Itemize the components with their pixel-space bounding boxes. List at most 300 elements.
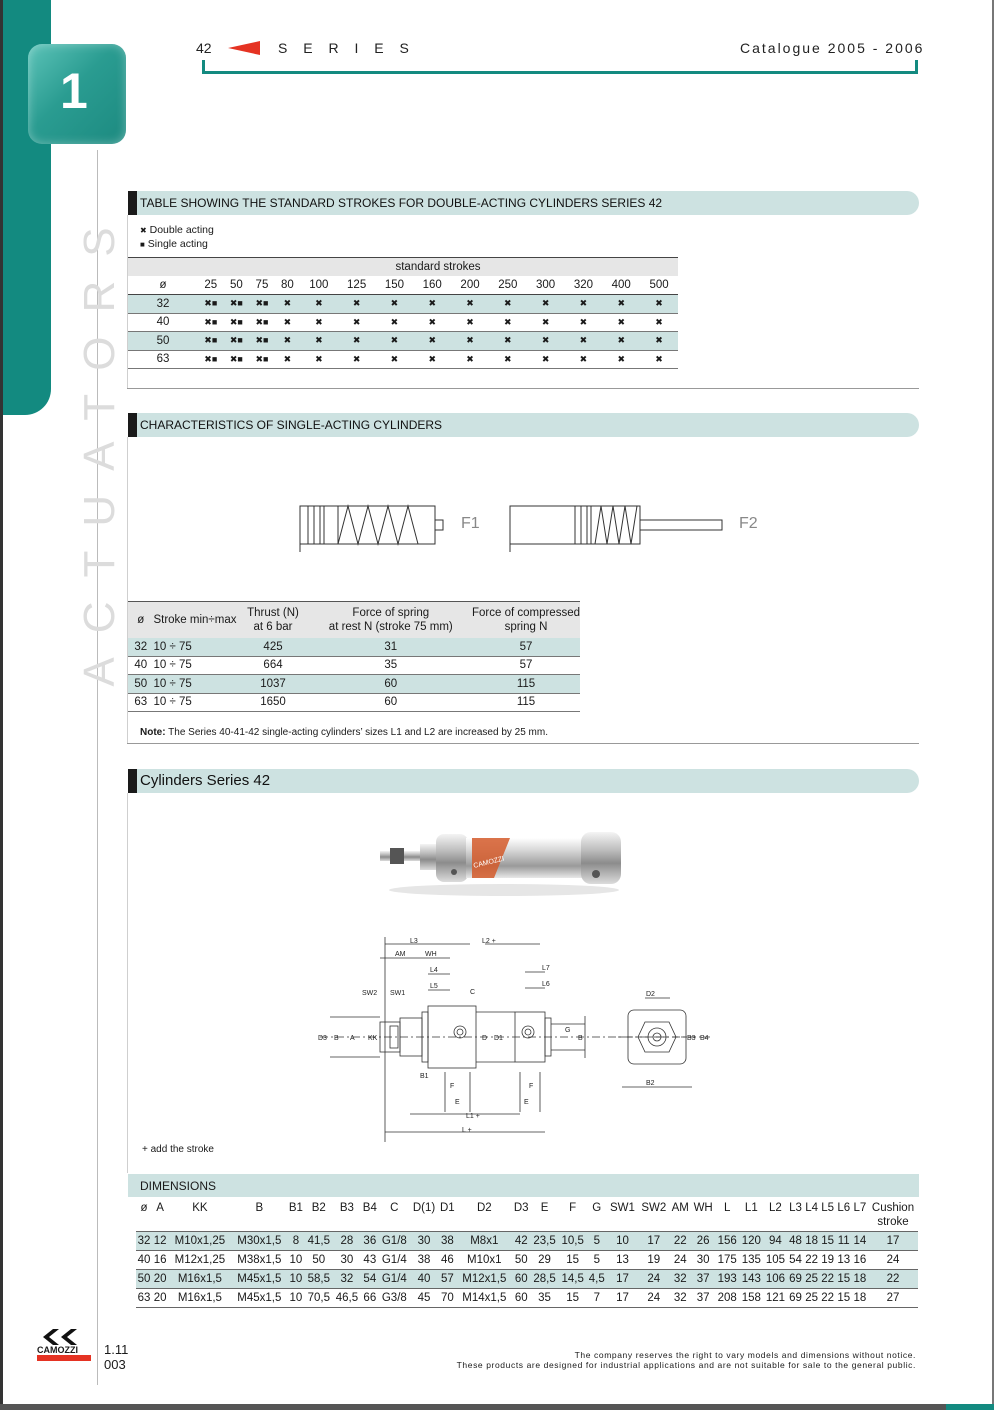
dimension-cell: 18 bbox=[804, 1231, 820, 1250]
stroke-availability-cell: ✖ bbox=[602, 350, 640, 369]
dimension-cell: 24 bbox=[638, 1288, 669, 1307]
svg-text:KK: KK bbox=[368, 1035, 378, 1042]
dimension-header: D3 bbox=[513, 1202, 529, 1214]
dimension-cell: 135 bbox=[739, 1250, 763, 1269]
dimension-header: ø bbox=[140, 1202, 148, 1214]
dimension-cell: G1/8 bbox=[379, 1231, 410, 1250]
legend-double: ✖ Double acting bbox=[140, 224, 214, 236]
stroke-availability-cell: ✖ bbox=[300, 350, 338, 369]
dimension-cell: 7 bbox=[587, 1288, 607, 1307]
dimension-cell: G3/8 bbox=[379, 1288, 410, 1307]
dimension-cell: 5 bbox=[587, 1231, 607, 1250]
stroke-header: 125 bbox=[338, 276, 376, 295]
stroke-row bbox=[128, 350, 678, 369]
dimension-cell: 57 bbox=[438, 1269, 456, 1288]
stroke-availability-cell: ✖■ bbox=[224, 350, 250, 369]
dimension-cell: M10x1,25 bbox=[168, 1231, 231, 1250]
dimension-cell: 27 bbox=[868, 1288, 918, 1307]
svg-text:L1 +: L1 + bbox=[466, 1113, 480, 1120]
stroke-availability-cell: ✖ bbox=[338, 350, 376, 369]
stroke-header: 500 bbox=[640, 276, 678, 295]
cylinder-technical-drawing bbox=[310, 932, 720, 1142]
dimension-header: G bbox=[592, 1202, 602, 1214]
dimension-cell: 143 bbox=[739, 1269, 763, 1288]
dimension-cell: 16 bbox=[152, 1250, 168, 1269]
svg-text:L4: L4 bbox=[430, 967, 438, 974]
dimension-cell: 12 bbox=[152, 1231, 168, 1250]
svg-text:B: B bbox=[578, 1035, 583, 1042]
stroke-availability-cell: ✖ bbox=[565, 295, 603, 314]
dimension-cell: 19 bbox=[820, 1250, 836, 1269]
stroke-availability-cell: ✖■ bbox=[198, 313, 224, 332]
single-acting-cell-compressed: 115 bbox=[472, 675, 580, 694]
dimension-cell: 10,5 bbox=[559, 1231, 587, 1250]
single-acting-cell-stroke: 10 ÷ 75 bbox=[153, 675, 236, 694]
single-acting-cell-compressed: 115 bbox=[472, 693, 580, 712]
dimension-cell: 17 bbox=[607, 1269, 638, 1288]
stroke-availability-cell: ✖ bbox=[489, 295, 527, 314]
cylinders-section-title: Cylinders Series 42 bbox=[140, 772, 271, 789]
stroke-availability-cell: ✖ bbox=[413, 332, 451, 351]
dimension-header: D1 bbox=[439, 1202, 455, 1214]
stroke-availability-cell: ✖■ bbox=[198, 295, 224, 314]
svg-text:SW1: SW1 bbox=[390, 990, 406, 997]
dimensions-table bbox=[136, 1197, 918, 1308]
stroke-header: 400 bbox=[602, 276, 640, 295]
dimension-cell: 60 bbox=[512, 1288, 530, 1307]
stroke-availability-cell: ✖ bbox=[338, 332, 376, 351]
svg-text:E: E bbox=[524, 1099, 529, 1106]
dimension-cell: 40 bbox=[410, 1269, 438, 1288]
svg-text:A: A bbox=[350, 1035, 355, 1042]
dimension-cell: 10 bbox=[287, 1269, 305, 1288]
dimension-cell: 22 bbox=[804, 1250, 820, 1269]
series-arrow-icon bbox=[228, 41, 260, 55]
dimension-cell: 15 bbox=[559, 1250, 587, 1269]
dimension-cell: 58,5 bbox=[305, 1269, 333, 1288]
dimension-header: Cushion stroke bbox=[871, 1202, 915, 1228]
dimension-cell: 66 bbox=[361, 1288, 379, 1307]
dimension-cell: 60 bbox=[512, 1269, 530, 1288]
single-acting-cell-thrust: 1037 bbox=[236, 675, 309, 694]
stroke-availability-cell: ✖■ bbox=[198, 332, 224, 351]
dimension-cell: 10 bbox=[287, 1250, 305, 1269]
single-acting-cell-d: 63 bbox=[128, 693, 153, 712]
dimension-cell: 120 bbox=[739, 1231, 763, 1250]
dimension-cell: 30 bbox=[333, 1250, 361, 1269]
header-rule bbox=[202, 71, 918, 74]
spring-cylinder-diagrams bbox=[290, 498, 770, 558]
single-acting-cell-stroke: 10 ÷ 75 bbox=[153, 693, 236, 712]
dimension-cell: 35 bbox=[530, 1288, 558, 1307]
dimension-cell: 32 bbox=[136, 1231, 152, 1250]
dimension-header: KK bbox=[192, 1202, 208, 1214]
stroke-availability-cell: ✖ bbox=[527, 295, 565, 314]
dimension-cell: 28,5 bbox=[530, 1269, 558, 1288]
stroke-availability-cell: ✖ bbox=[565, 350, 603, 369]
dimension-cell: 48 bbox=[787, 1231, 803, 1250]
camozzi-logo: CAMOZZI bbox=[37, 1325, 91, 1366]
dimension-cell: M45x1,5 bbox=[232, 1269, 287, 1288]
dimension-cell: 70,5 bbox=[305, 1288, 333, 1307]
dimension-cell: M12x1,25 bbox=[168, 1250, 231, 1269]
single-acting-cell-stroke: 10 ÷ 75 bbox=[153, 638, 236, 657]
dimension-cell: 17 bbox=[638, 1231, 669, 1250]
single-acting-cell-rest: 60 bbox=[310, 693, 472, 712]
stroke-header: 25 bbox=[198, 276, 224, 295]
dimension-cell: 94 bbox=[763, 1231, 787, 1250]
add-stroke-note: + add the stroke bbox=[142, 1144, 214, 1155]
dimension-cell: M12x1,5 bbox=[457, 1269, 512, 1288]
stroke-availability-cell: ✖ bbox=[565, 332, 603, 351]
chapter-number: 1 bbox=[60, 63, 88, 119]
dimension-cell: 105 bbox=[763, 1250, 787, 1269]
svg-text:F: F bbox=[450, 1083, 455, 1090]
dimension-cell: 22 bbox=[669, 1231, 691, 1250]
stroke-availability-cell: ✖ bbox=[527, 332, 565, 351]
dimension-cell: 54 bbox=[361, 1269, 379, 1288]
dimension-cell: 26 bbox=[691, 1231, 715, 1250]
dimension-cell: 25 bbox=[804, 1269, 820, 1288]
dimension-cell: 63 bbox=[136, 1288, 152, 1307]
stroke-availability-cell: ✖ bbox=[376, 313, 414, 332]
dimension-cell: 156 bbox=[715, 1231, 739, 1250]
dimension-cell: 25 bbox=[804, 1288, 820, 1307]
stroke-row bbox=[128, 295, 678, 314]
svg-text:L +: L + bbox=[462, 1127, 472, 1134]
sa-head-thrust: Thrust (N) at 6 bar bbox=[247, 606, 299, 633]
dimension-cell: M16x1,5 bbox=[168, 1288, 231, 1307]
single-acting-cell-d: 32 bbox=[128, 638, 153, 657]
stroke-header: 160 bbox=[413, 276, 451, 295]
single-acting-note: Note: The Series 40-41-42 single-acting cylinders’ sizes L1 and L2 are increased by 25 mm. bbox=[140, 727, 548, 738]
dimension-cell: 28 bbox=[333, 1231, 361, 1250]
dimension-cell: 50 bbox=[512, 1250, 530, 1269]
dimension-row bbox=[136, 1288, 918, 1307]
single-acting-row bbox=[128, 693, 580, 712]
strokes-frame-bottom bbox=[127, 388, 919, 389]
stroke-availability-cell: ✖ bbox=[489, 350, 527, 369]
dimension-cell: 23,5 bbox=[530, 1231, 558, 1250]
svg-text:F: F bbox=[529, 1083, 534, 1090]
dimension-cell: 10 bbox=[607, 1231, 638, 1250]
strokes-section-title: TABLE SHOWING THE STANDARD STROKES FOR DOUBLE-ACTING CYLINDERS SERIES 42 bbox=[140, 196, 663, 210]
dimension-cell: 14 bbox=[852, 1231, 868, 1250]
footer-disclaimer: The company reserves the right to vary models and dimensions without notice. These products are designed for industrial applications and are not suitable for sale to the general public. bbox=[456, 1350, 916, 1370]
dimension-cell: G1/4 bbox=[379, 1250, 410, 1269]
stroke-availability-cell: ✖ bbox=[640, 313, 678, 332]
dimension-cell: 4,5 bbox=[587, 1269, 607, 1288]
dimension-cell: 15 bbox=[559, 1288, 587, 1307]
single-acting-cell-stroke: 10 ÷ 75 bbox=[153, 656, 236, 675]
dimension-cell: 10 bbox=[287, 1288, 305, 1307]
single-acting-cell-rest: 60 bbox=[310, 675, 472, 694]
single-acting-section-title: CHARACTERISTICS OF SINGLE-ACTING CYLINDERS bbox=[140, 418, 443, 432]
header-tick-right bbox=[915, 60, 918, 74]
dimension-cell: 30 bbox=[410, 1231, 438, 1250]
stroke-availability-cell: ✖ bbox=[300, 332, 338, 351]
stroke-header: 300 bbox=[527, 276, 565, 295]
vertical-section-label: ACTUATORS bbox=[75, 203, 124, 687]
dimension-cell: 30 bbox=[691, 1250, 715, 1269]
dimension-header: L5 bbox=[821, 1202, 835, 1214]
dimension-header: C bbox=[390, 1202, 399, 1214]
svg-text:L6: L6 bbox=[542, 981, 550, 988]
dimension-cell: M10x1 bbox=[457, 1250, 512, 1269]
stroke-availability-cell: ✖ bbox=[640, 350, 678, 369]
dimension-header: L6 bbox=[837, 1202, 851, 1214]
stroke-header: 200 bbox=[451, 276, 489, 295]
svg-text:B1: B1 bbox=[420, 1073, 429, 1080]
dimension-cell: 158 bbox=[739, 1288, 763, 1307]
dimension-header: B2 bbox=[311, 1202, 326, 1214]
stroke-availability-cell: ✖ bbox=[413, 295, 451, 314]
header-tick-left bbox=[202, 60, 205, 74]
svg-text:E: E bbox=[455, 1099, 460, 1106]
dimension-cell: 54 bbox=[787, 1250, 803, 1269]
stroke-availability-cell: ✖ bbox=[413, 350, 451, 369]
dimension-header: L2 bbox=[769, 1202, 782, 1214]
stroke-availability-cell: ✖■ bbox=[249, 350, 275, 369]
stroke-header: 75 bbox=[249, 276, 275, 295]
stroke-availability-cell: ✖ bbox=[300, 295, 338, 314]
dimension-header: L3 bbox=[789, 1202, 802, 1214]
dimension-header: B bbox=[255, 1202, 264, 1214]
stroke-row-diameter: 32 bbox=[128, 295, 198, 314]
stroke-availability-cell: ✖ bbox=[451, 313, 489, 332]
dimension-header: L bbox=[724, 1202, 731, 1214]
cylinders-frame-left bbox=[127, 793, 128, 1173]
single-acting-cell-d: 50 bbox=[128, 675, 153, 694]
stroke-availability-cell: ✖ bbox=[489, 332, 527, 351]
dimension-cell: 41,5 bbox=[305, 1231, 333, 1250]
dimension-cell: 38 bbox=[438, 1231, 456, 1250]
svg-text:L5: L5 bbox=[430, 983, 438, 990]
stroke-availability-cell: ✖■ bbox=[224, 313, 250, 332]
bottom-rule bbox=[0, 1404, 994, 1410]
dimension-header: L7 bbox=[853, 1202, 867, 1214]
dimension-header: SW2 bbox=[641, 1202, 667, 1214]
sa-head-stroke: Stroke min÷max bbox=[153, 613, 237, 626]
stroke-availability-cell: ✖■ bbox=[249, 295, 275, 314]
single-acting-cell-d: 40 bbox=[128, 656, 153, 675]
dimension-cell: 22 bbox=[820, 1269, 836, 1288]
stroke-header: 250 bbox=[489, 276, 527, 295]
stroke-availability-cell: ✖ bbox=[275, 332, 300, 351]
dimensions-title: DIMENSIONS bbox=[140, 1179, 217, 1193]
strokes-group-header: standard strokes bbox=[198, 258, 678, 277]
stroke-availability-cell: ✖ bbox=[602, 295, 640, 314]
svg-text:D: D bbox=[482, 1035, 488, 1042]
dimension-cell: 22 bbox=[820, 1288, 836, 1307]
svg-text:G: G bbox=[565, 1027, 571, 1034]
dimension-row bbox=[136, 1250, 918, 1269]
dimension-cell: 36 bbox=[361, 1231, 379, 1250]
dimension-cell: 46 bbox=[438, 1250, 456, 1269]
stroke-availability-cell: ✖ bbox=[527, 350, 565, 369]
series-number: 42 bbox=[196, 40, 212, 56]
single-acting-table bbox=[128, 601, 580, 712]
stroke-availability-cell: ✖■ bbox=[224, 295, 250, 314]
stroke-availability-cell: ✖ bbox=[338, 295, 376, 314]
dimension-cell: 40 bbox=[136, 1250, 152, 1269]
svg-text:C: C bbox=[470, 989, 476, 996]
stroke-availability-cell: ✖■ bbox=[224, 332, 250, 351]
svg-text:L7: L7 bbox=[542, 965, 550, 972]
dimension-cell: 15 bbox=[836, 1269, 852, 1288]
stroke-availability-cell: ✖ bbox=[602, 332, 640, 351]
dimension-cell: 42 bbox=[512, 1231, 530, 1250]
dimension-cell: 20 bbox=[152, 1269, 168, 1288]
dimension-cell: G1/4 bbox=[379, 1269, 410, 1288]
stroke-row-diameter: 63 bbox=[128, 350, 198, 369]
stroke-availability-cell: ✖ bbox=[527, 313, 565, 332]
dimension-cell: 50 bbox=[305, 1250, 333, 1269]
dimension-cell: 121 bbox=[763, 1288, 787, 1307]
stroke-header: 50 bbox=[224, 276, 250, 295]
dimension-cell: M16x1,5 bbox=[168, 1269, 231, 1288]
dimension-cell: 69 bbox=[787, 1288, 803, 1307]
dimension-header: SW1 bbox=[610, 1202, 635, 1214]
stroke-availability-cell: ✖ bbox=[275, 313, 300, 332]
svg-text:D1: D1 bbox=[494, 1035, 503, 1042]
svg-text:B2: B2 bbox=[646, 1080, 655, 1087]
svg-text:B3: B3 bbox=[687, 1035, 696, 1042]
cylinder-product-image bbox=[376, 820, 628, 900]
strokes-section-bar bbox=[128, 191, 919, 215]
dimension-header: F bbox=[569, 1202, 577, 1214]
single-acting-cell-rest: 35 bbox=[310, 656, 472, 675]
dimension-cell: 37 bbox=[691, 1288, 715, 1307]
stroke-availability-cell: ✖ bbox=[640, 295, 678, 314]
dimension-cell: 14,5 bbox=[559, 1269, 587, 1288]
dimension-header: WH bbox=[693, 1202, 713, 1214]
dimension-cell: 18 bbox=[852, 1288, 868, 1307]
svg-text:D3: D3 bbox=[318, 1035, 327, 1042]
single-acting-section-bar bbox=[128, 413, 919, 437]
dimension-cell: 13 bbox=[607, 1250, 638, 1269]
dimension-cell: 22 bbox=[868, 1269, 918, 1288]
single-acting-cell-compressed: 57 bbox=[472, 656, 580, 675]
dimension-cell: 15 bbox=[820, 1231, 836, 1250]
dimension-cell: 17 bbox=[868, 1231, 918, 1250]
sa-head-compressed: Force of compressed spring N bbox=[471, 606, 580, 633]
dimension-cell: 208 bbox=[715, 1288, 739, 1307]
dimension-cell: 70 bbox=[438, 1288, 456, 1307]
dimension-cell: 193 bbox=[715, 1269, 739, 1288]
svg-text:L2 +: L2 + bbox=[482, 938, 496, 945]
svg-text:D2: D2 bbox=[646, 991, 655, 998]
stroke-availability-cell: ✖■ bbox=[249, 332, 275, 351]
stroke-availability-cell: ✖ bbox=[640, 332, 678, 351]
single-acting-row bbox=[128, 675, 580, 694]
dimension-cell: 37 bbox=[691, 1269, 715, 1288]
f1-label: F1 bbox=[461, 515, 480, 532]
dimension-cell: M38x1,5 bbox=[232, 1250, 287, 1269]
dimension-cell: 15 bbox=[836, 1288, 852, 1307]
dimension-header: B1 bbox=[288, 1202, 303, 1214]
dimension-header: D2 bbox=[476, 1202, 492, 1214]
dimension-cell: 16 bbox=[852, 1250, 868, 1269]
single-acting-row bbox=[128, 638, 580, 657]
stroke-row bbox=[128, 313, 678, 332]
dimensions-bar bbox=[128, 1174, 919, 1197]
dimension-cell: 24 bbox=[669, 1250, 691, 1269]
sa-head-d: ø bbox=[137, 613, 145, 626]
dimension-cell: M30x1,5 bbox=[232, 1231, 287, 1250]
stroke-availability-cell: ✖ bbox=[602, 313, 640, 332]
dimension-header: A bbox=[156, 1202, 164, 1214]
stroke-availability-cell: ✖■ bbox=[198, 350, 224, 369]
svg-text:B4: B4 bbox=[700, 1035, 709, 1042]
single-acting-row bbox=[128, 656, 580, 675]
catalogue-label: Catalogue 2005 - 2006 bbox=[740, 40, 925, 56]
dimension-header: L1 bbox=[744, 1202, 758, 1214]
dimension-cell: 69 bbox=[787, 1269, 803, 1288]
dimension-cell: 106 bbox=[763, 1269, 787, 1288]
stroke-availability-cell: ✖ bbox=[451, 332, 489, 351]
dimension-cell: 20 bbox=[152, 1288, 168, 1307]
dimension-cell: 32 bbox=[669, 1269, 691, 1288]
single-frame-bottom bbox=[127, 743, 919, 744]
dimension-cell: 11 bbox=[836, 1231, 852, 1250]
stroke-availability-cell: ✖ bbox=[275, 350, 300, 369]
dimension-cell: 19 bbox=[638, 1250, 669, 1269]
single-acting-cell-rest: 31 bbox=[310, 638, 472, 657]
dimension-header: E bbox=[540, 1202, 549, 1214]
diameter-header: ø bbox=[128, 276, 198, 295]
single-acting-cell-thrust: 664 bbox=[236, 656, 309, 675]
dimension-cell: M14x1,5 bbox=[457, 1288, 512, 1307]
stroke-availability-cell: ✖ bbox=[451, 350, 489, 369]
dimension-header: L4 bbox=[805, 1202, 818, 1214]
dimension-cell: M45x1,5 bbox=[232, 1288, 287, 1307]
dimension-cell: 46,5 bbox=[333, 1288, 361, 1307]
stroke-availability-cell: ✖ bbox=[489, 313, 527, 332]
dimension-header: AM bbox=[671, 1202, 689, 1214]
dimension-row bbox=[136, 1269, 918, 1288]
dimension-cell: 5 bbox=[587, 1250, 607, 1269]
stroke-header: 100 bbox=[300, 276, 338, 295]
legend-single: ■ Single acting bbox=[140, 238, 208, 250]
svg-text:WH: WH bbox=[425, 951, 437, 958]
stroke-availability-cell: ✖■ bbox=[249, 313, 275, 332]
product-brand-text: CAMOZZI bbox=[472, 855, 506, 870]
dimension-header: D(1) bbox=[412, 1202, 436, 1214]
svg-text:AM: AM bbox=[395, 951, 406, 958]
dimension-cell: 17 bbox=[607, 1288, 638, 1307]
stroke-availability-cell: ✖ bbox=[376, 350, 414, 369]
camozzi-logo-icon bbox=[37, 1325, 91, 1361]
stroke-availability-cell: ✖ bbox=[376, 332, 414, 351]
bottom-teal-accent bbox=[946, 1404, 994, 1410]
cylinders-section-bar bbox=[128, 769, 919, 793]
dimension-cell: 45 bbox=[410, 1288, 438, 1307]
svg-text:L3: L3 bbox=[410, 938, 418, 945]
svg-text:B: B bbox=[334, 1035, 339, 1042]
stroke-header: 320 bbox=[565, 276, 603, 295]
f2-label: F2 bbox=[739, 515, 758, 532]
dimension-cell: 24 bbox=[638, 1269, 669, 1288]
dimension-cell: 24 bbox=[868, 1250, 918, 1269]
dimension-row bbox=[136, 1231, 918, 1250]
stroke-availability-cell: ✖ bbox=[338, 313, 376, 332]
dimension-cell: 29 bbox=[530, 1250, 558, 1269]
stroke-availability-cell: ✖ bbox=[451, 295, 489, 314]
dimension-cell: 8 bbox=[287, 1231, 305, 1250]
svg-text:SW2: SW2 bbox=[362, 990, 378, 997]
single-acting-cell-thrust: 425 bbox=[236, 638, 309, 657]
